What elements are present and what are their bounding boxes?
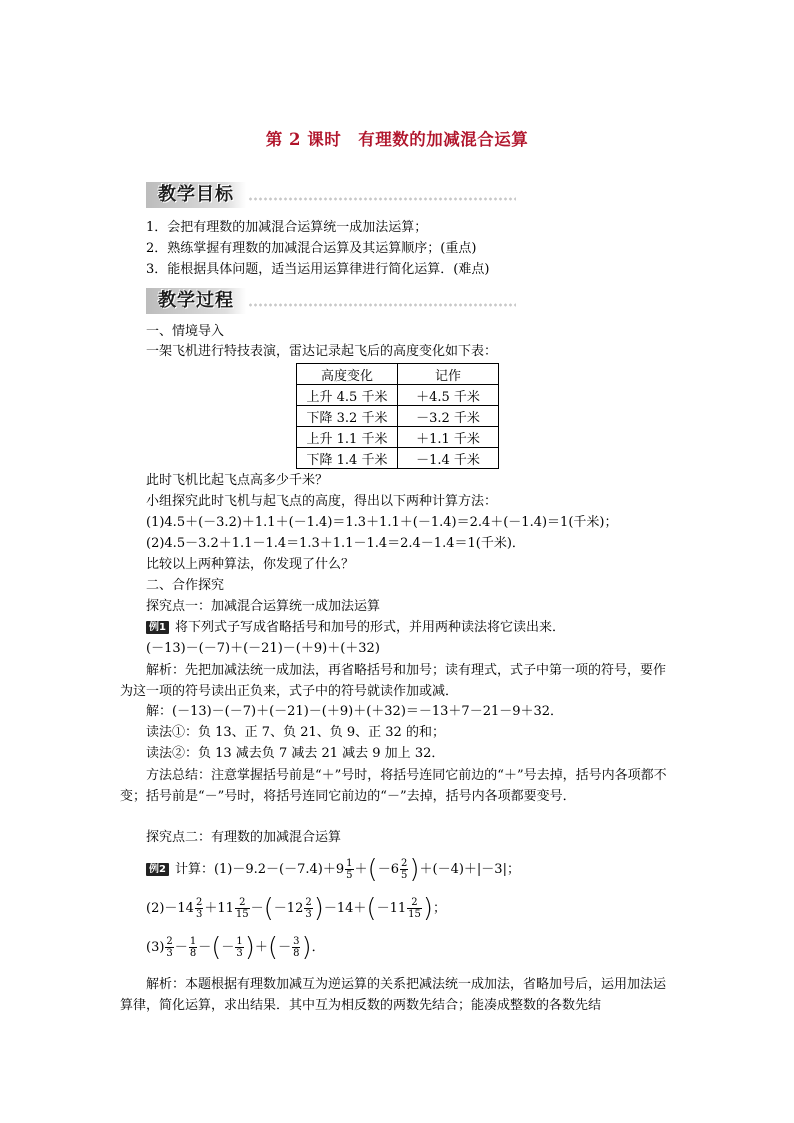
table-cell: ＋4.5 千米	[398, 385, 499, 406]
paren-close: )	[244, 932, 255, 963]
numerator: 1	[236, 936, 243, 947]
subheading: 探究点二：有理数的加减混合运算	[146, 830, 342, 845]
paragraph: 此时飞机比起飞点高多少千米？	[146, 473, 329, 488]
equation-line: (2)4.5－3.2＋1.1－1.4＝1.3＋1.1－1.4＝2.4－1.4＝1(千米)．	[146, 536, 525, 551]
example-badge: 例1	[146, 621, 169, 634]
example-2-line-3	[146, 934, 325, 962]
table-cell: －1.4 千米	[398, 448, 499, 469]
reading-line: 读法②：负 13 减去负 7 减去 21 减去 9 加上 32．	[146, 746, 445, 761]
fraction	[407, 897, 422, 920]
page-title: 第 2 课时 有理数的加减混合运算	[265, 130, 529, 149]
paren-close: )	[422, 893, 434, 924]
subheading: 二、合作探究	[146, 578, 225, 593]
section-heading-goals	[146, 182, 526, 208]
table-row	[297, 385, 499, 406]
denominator: 5	[400, 870, 408, 881]
solution-line: 解：(－13)－(－7)＋(－21)－(＋9)＋(＋32)＝－13＋7－21－9＋32．	[146, 704, 564, 719]
numerator: 1	[189, 936, 197, 947]
paren-close: )	[301, 932, 312, 963]
denominator: 15	[408, 909, 421, 920]
fraction	[235, 897, 250, 920]
paren-open: (	[366, 893, 377, 924]
expr-text: －	[174, 940, 188, 955]
numerator: 2	[195, 897, 203, 908]
paren-open: (	[211, 932, 222, 963]
paren-open: (	[367, 854, 378, 885]
analysis-paragraph: 解析：先把加减法统一成加法，再省略括号和加号；读有理式，式子中第一项的符号，要作为这一项的符号读出正负来，式子中的符号就读作加或减．	[120, 663, 667, 699]
goal-item: 1．会把有理数的加减混合运算统一成加法运算；	[146, 220, 428, 235]
fraction	[195, 897, 203, 920]
fraction	[235, 936, 243, 959]
numerator: 2	[400, 858, 408, 869]
numerator: 3	[293, 936, 300, 947]
expr-text: －12	[273, 901, 304, 916]
decorative-dots	[248, 302, 516, 308]
example-text: 将下列式子写成省略括号和加号的形式，并用两种读法将它读出来．	[174, 620, 565, 635]
table-row	[297, 427, 499, 448]
summary-paragraph: 方法总结：注意掌握括号前是“＋”号时，将括号连同它前边的“＋”号去掉，括号内各项都不变；括号前是“－”号时，将括号连同它前边的“－”去掉，括号内各项都要变号．	[120, 768, 667, 804]
paren-open: (	[267, 932, 279, 963]
section-heading-label: 教学过程	[146, 288, 246, 314]
example-badge: 例2	[146, 863, 169, 876]
numerator: 2	[166, 936, 173, 947]
expr-text: ＋	[254, 940, 268, 955]
goal-item: 2．熟练掌握有理数的加减混合运算及其运算顺序；(重点)	[146, 241, 477, 256]
table-header-row	[297, 364, 499, 385]
numerator: 2	[305, 897, 312, 908]
expr-text: －	[250, 901, 264, 916]
example-1-prompt	[146, 618, 565, 638]
equation-line: (1)4.5＋(－3.2)＋1.1＋(－1.4)＝1.3＋1.1＋(－1.4)＝2.4＋(－1.4)＝1(千米)；	[146, 515, 618, 530]
example-2-line-2	[146, 895, 446, 923]
denominator: 8	[189, 948, 197, 959]
paragraph: 比较以上两种算法，你发现了什么？	[146, 557, 355, 572]
denominator: 8	[293, 948, 300, 959]
table-row	[297, 448, 499, 469]
section-heading-label: 教学目标	[146, 182, 246, 208]
fraction	[304, 897, 312, 920]
subheading: 探究点一：加减混合运算统一成加法运算	[146, 599, 381, 614]
reading-line: 读法①：负 13、正 7、负 21、负 9、正 32 的和；	[146, 725, 445, 740]
expr-text: －11	[376, 901, 407, 916]
expr-text: －6	[377, 862, 399, 877]
analysis-paragraph: 解析：本题根据有理数加减互为逆运算的关系把减法统一成加法，省略加号后，运用加法运算律，简化运算，求出结果．其中互为相反数的两数先结合；能凑成整数的各数先结	[120, 977, 667, 1013]
expr-text: ＋(－4)＋|－3|；	[419, 862, 520, 877]
denominator: 3	[195, 909, 203, 920]
fraction	[345, 858, 353, 881]
table-cell: 上升 1.1 千米	[297, 427, 398, 448]
numerator: 2	[235, 897, 250, 909]
table-cell: 下降 1.4 千米	[297, 448, 398, 469]
table-header: 高度变化	[297, 364, 398, 385]
expr-text: －	[198, 940, 212, 955]
expr-text: －	[221, 940, 235, 955]
expr-text: 计算：(1)－9.2－(－7.4)＋9	[174, 862, 345, 877]
table-row	[297, 406, 499, 427]
denominator: 15	[235, 909, 249, 920]
expr-text: (3)	[146, 940, 165, 955]
section-heading-process	[146, 288, 526, 314]
subheading: 一、情境导入	[146, 324, 225, 339]
expr-text: －14＋	[323, 901, 367, 916]
expr-text: (2)－14	[146, 901, 194, 916]
table-header: 记作	[398, 364, 499, 385]
denominator: 5	[346, 870, 353, 881]
paren-close: )	[313, 893, 324, 924]
goal-item: 3．能根据具体问题，适当运用运算律进行简化运算．(难点)	[146, 262, 490, 277]
numerator: 2	[407, 897, 422, 909]
fraction	[292, 936, 300, 959]
table-cell: ＋1.1 千米	[398, 427, 499, 448]
denominator: 3	[305, 909, 312, 920]
decorative-dots	[248, 196, 516, 202]
paragraph: 一架飞机进行特技表演，雷达记录起飞后的高度变化如下表：	[146, 344, 498, 359]
equation-line: (－13)－(－7)＋(－21)－(＋9)＋(＋32)	[146, 641, 380, 656]
expr-text: ＋	[354, 862, 368, 877]
paren-close: )	[409, 854, 420, 885]
paren-open: (	[263, 893, 274, 924]
fraction	[165, 936, 173, 959]
expr-text: －	[278, 940, 292, 955]
expr-text: ．	[311, 940, 325, 955]
fraction	[400, 858, 408, 881]
altitude-table	[296, 363, 499, 469]
denominator: 3	[236, 948, 243, 959]
table-cell: 上升 4.5 千米	[297, 385, 398, 406]
table-cell: －3.2 千米	[398, 406, 499, 427]
fraction	[189, 936, 197, 959]
expr-text: ＋11	[204, 901, 234, 916]
paragraph: 小组探究此时飞机与起飞点的高度，得出以下两种计算方法：	[146, 494, 498, 509]
denominator: 3	[166, 948, 173, 959]
numerator: 1	[346, 858, 353, 869]
table-cell: 下降 3.2 千米	[297, 406, 398, 427]
expr-text: ；	[433, 901, 447, 916]
example-2-line-1	[146, 856, 520, 884]
